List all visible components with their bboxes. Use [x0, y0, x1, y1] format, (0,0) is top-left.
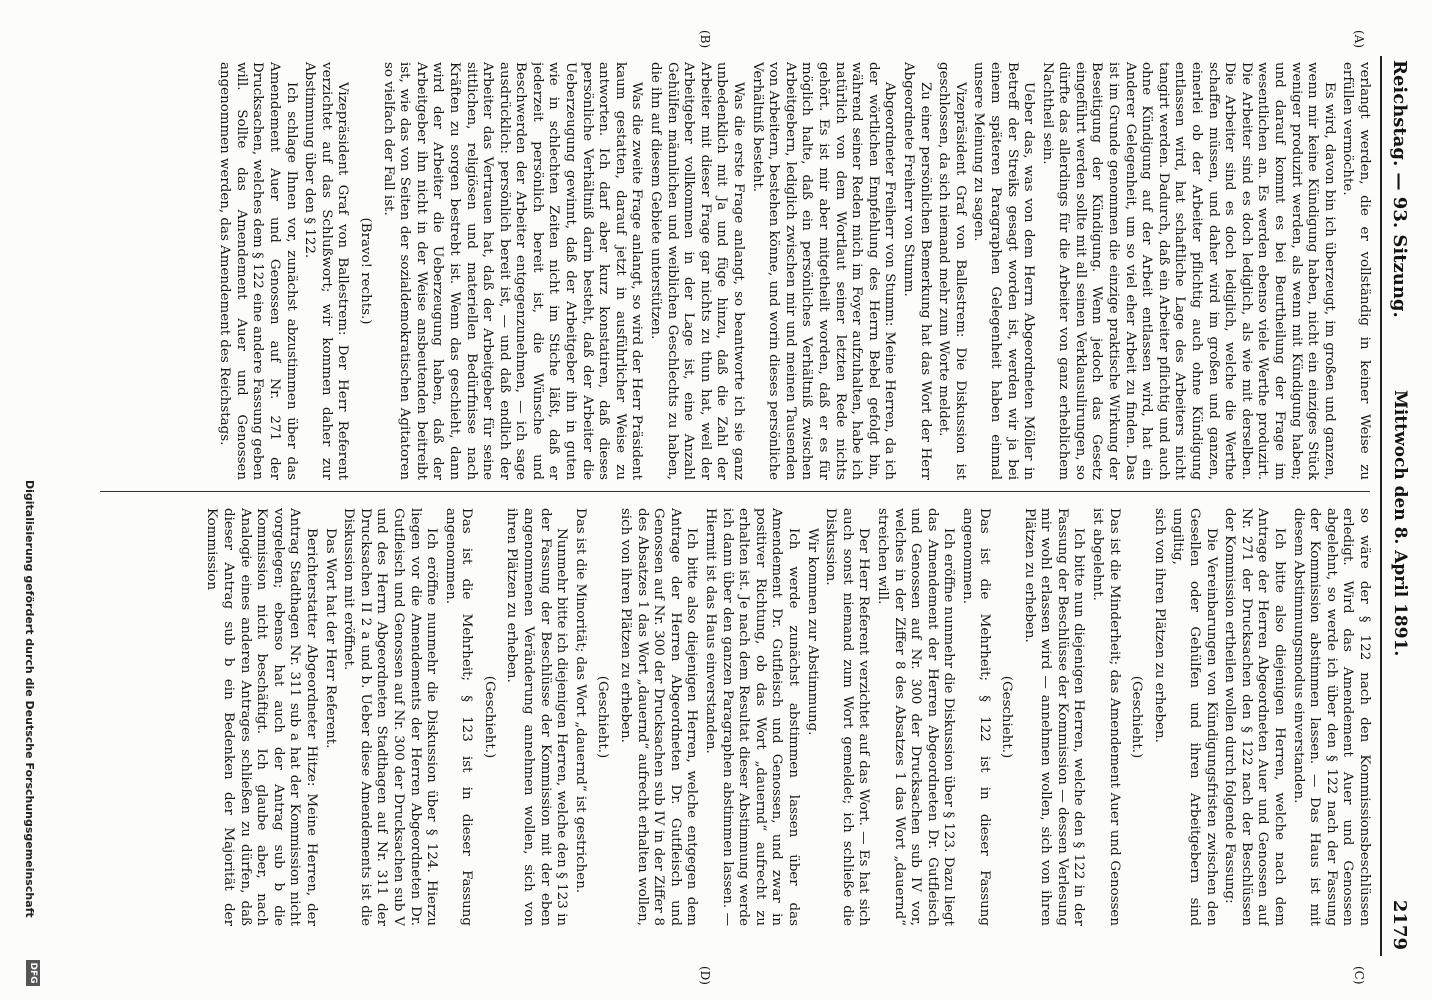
paragraph: Ich bitte also diejenigen Herren, welche entgegen dem Antrage der Herren Abgeordneten Dr. Gutfleisch und Genossen auf Nr. 300 der Drucksachen sub IV in der Ziffer 8 des Absatzes 1 das Wort „dauernd“ aufrecht erhalten wollen, sich von ihren Plätzen zu erheben.	[618, 508, 700, 926]
paragraph: (Bravo! rechts.)	[357, 217, 373, 325]
page-number: 2179	[1389, 899, 1410, 950]
paragraph: Vizepräsident Graf von Ballestrem: Die Diskussion ist geschlossen, da sich niemand mehr zum Worte meldet.	[936, 62, 968, 480]
column-separator	[100, 491, 1370, 492]
paragraph: Ich eröffne nunmehr die Diskussion über § 124. Hierzu liegen vor die Amendements der Herren Abgeordneten Dr. Gutfleisch und Genossen auf Nr. 300 der Drucksachen sub V und des Herrn Abgeordneten Stadthagen auf Nr. 311 der Drucksachen II 2 a und b. Ueber diese Amendements ist die Diskussion mit eröffnet.	[341, 508, 440, 926]
paragraph: Ich bitte also diejenigen Herren, welche nach dem Antrage der Herren Abgeordneten Auer und Genossen auf Nr. 271 der Drucksachen den § 122 nach der Beschlüssen der Kommission ertheilen wollen durch folgende Fassung:	[1222, 508, 1288, 926]
margin-mark-c: (C)	[1352, 966, 1366, 985]
paragraph: Die Vereinbarungen von Kündigungsfristen zwischen den Gesellen oder Gehülfen und ihren Arbeitgebern sind ungiltig,	[1170, 508, 1219, 926]
paragraph: Es wird, davon bin ich überzeugt, im großen und ganzen, wenn mir keine Kündigung haben, nicht ein einziges Stück weniger produzirt werden, als wenn mit Kündigung haben; und darauf kommt es bei Beurtheilung der Frage im wesentlichen an. Es werden ebenso viele Werthe produzirt. Die Arbeiter sind es doch lediglich, als wie mit derselben. Die Arbeiter sind es doch lediglich, welche die Werthe schaffen müssen, und daher wird im großen und ganzen, einerlei ob der Arbeiter pflichtig auch ohne Kündigung entlassen wird, hat schaftliche Lage des Arbeiters nicht tangirt werden. Dadurch, daß ein Arbeiter pflichtig und auch ohne Kündigung auf der Arbeit entlassen wird, hat ein Anderer Gelegenheit, um so viel eher Arbeit zu finden. Das ist im Grunde genommen die einzige praktische Wirkung der Beseitigung der Kündigung. Wenn jedoch das Gesetz eingeführt werden sollte mit all seinen Verklausulirungen, so dürfte das allerdings für die Arbeiter von ganz erheblichem Nachtheil sein.	[1039, 62, 1337, 480]
header-left: Reichstag. — 93. Sitzung.	[1389, 60, 1410, 318]
paragraph: Zu einer persönlichen Bemerkung hat das Wort der Herr Abgeordnete Freiherr von Stumm.	[900, 62, 933, 480]
paragraph: (Geschieht.)	[999, 675, 1015, 759]
paragraph: so wäre der § 122 nach den Kommissionsbeschlüssen erledigt. Wird das Amendement Auer und Genossen abgelehnt, so werde ich über den § 122 nach der Fassung der Kommission abstimmen lassen. — Das Haus ist mit diesem Abstimmungsmodus einverstanden.	[1290, 508, 1372, 926]
paragraph: Ich eröffne nunmehr die Diskussion über § 123. Dazu liegt das Amendement der Herren Abgeordneten Dr. Gutfleisch und Genossen auf Nr. 300 der Drucksachen sub IV vor, welches in der Ziffer 8 des Absatzes 1 das Wort „dauernd“ streichen will.	[874, 508, 957, 926]
paragraph: sich von ihren Plätzen zu erheben.	[1151, 508, 1167, 743]
header-rule	[1380, 56, 1382, 956]
margin-mark-b: (B)	[698, 30, 712, 49]
paragraph: Berichterstatter Abgeordneter Hitze: Meine Herren, der Antrag Stadthagen Nr. 311 sub a hat der Kommission nicht vorgelegen; ebenso hat auch der Antrag sub b die Kommission nicht beschäftigt. Ich glaube aber, nach Analogie eines anderen Antrages schließen zu dürfen, daß dieser Antrag sub b ein Bedenken der Majorität der Kommission	[204, 508, 319, 926]
paragraph: Was die erste Frage anlangt, so beantworte ich sie ganz unbedenklich mit Ja und füge hinzu, daß die Zahl der Arbeiter mit dieser Frage gar nichts zu thun hat, weil der Arbeitgeber vollkommen in der Lage ist, eine Anzahl Gehülfen männlichen und weiblichen Geschlechts zu haben, die ihn auf diesem Gebiete unterstützen.	[648, 62, 747, 480]
page-header	[1384, 60, 1410, 950]
paragraph: (Geschieht.)	[481, 675, 497, 759]
paragraph: Ich schlage Ihnen vor, zunächst abzustimmen über das Amendement Auer und Genossen auf Nr. 271 der Drucksachen, welches dem § 122 eine andere Fassung geben will. Sollte das Amendement Auer und Genossen angenommen werden, das Amendement des Reichstags.	[217, 62, 299, 480]
paragraph: Nunmehr bitte ich diejenigen Herren, welche den § 123 in der Fassung der Beschlüsse der Kommission mit der eben angenommenen Veränderung annehmen wollen, sich von ihren Plätzen zu erheben.	[504, 508, 570, 926]
paragraph: Der Herr Referent verzichtet auf das Wort. — Es hat sich auch sonst niemand zum Wort gemeldet; ich schließe die Diskussion.	[823, 508, 872, 926]
paragraph: Ich bitte nun diejenigen Herren, welche den § 122 in der Fassung der Beschlüsse der Kommission — dessen Verlesung mir wohl erlassen wird — annehmen wollen, sich von ihren Plätzen zu erheben.	[1021, 508, 1087, 926]
dfg-logo: DFG	[26, 960, 40, 986]
paragraph: Das ist die Mehrheit; § 122 ist in dieser Fassung angenommen.	[959, 508, 992, 926]
paragraph: verlangt werden, die er vollständig in keiner Weise zu erfüllen vermöchte.	[1340, 62, 1372, 480]
digitization-note: Digitalisierung gefördert durch die Deutsche Forschungsgemeinschaft	[23, 480, 36, 918]
paragraph: Das ist die Minderheit; das Amendement Auer und Genossen ist abgelehnt.	[1090, 508, 1122, 926]
paragraph: (Geschieht.)	[1129, 675, 1145, 759]
paragraph: (Geschieht.)	[595, 675, 611, 759]
margin-mark-d: (D)	[698, 966, 712, 985]
paragraph: Das ist die Minorität; das Wort „dauernd“ ist gestrichen.	[572, 508, 588, 894]
header-center: Mittwoch den 8. April 1891.	[1390, 390, 1410, 657]
text-column-right	[72, 508, 1372, 926]
paragraph: Ueber das, was von dem Herrn Abgeordneten Möller in Betreff der Streiks gesagt worden ist, werden wir ja bei einem späteren Paragraphen Gelegenheit haben einmal unsere Meinung zu sagen.	[971, 62, 1037, 480]
paragraph: Ich werde zunächst abstimmen lassen über das Amendement Dr. Gutfleisch und Genossen, und zwar in positiver Richtung, ob das Wort „dauernd“ aufrecht zu erhalten ist. Je nach dem Resultat dieser Abstimmung werde ich dann über den ganzen Paragraphen abstimmen lassen. — Hiermit ist das Haus einverstanden.	[703, 508, 801, 926]
paragraph: Wir kommen zur Abstimmung.	[804, 528, 820, 736]
paragraph: Abgeordneter Freiherr von Stumm: Meine Herren, da ich der wörtlichen Empfehlung des Herrn Bebel gefolgt bin, während seiner Reden mich im Foyer aufzuhalten, habe ich natürlich von dem Wortlaut seiner letzten Rede nichts gehört. Es ist mir aber mitgetheilt worden, daß er es für möglich halte, daß ein persönliches Verhältniß zwischen Arbeitgebern, lediglich zwischen mir und meinen Tausenden von Arbeitern, bestehen könne, und worin dieses persönliche Verhältniß besteht.	[749, 62, 898, 480]
paragraph: Was die zweite Frage anlangt, so wird der Herr Präsident kaum gestatten, darauf jetzt in ausführlicher Weise zu antworten. Ich darf aber kurz konstatiren, daß dieses persönliche Verhältniß darin besteht, daß der Arbeiter die Ueberzeugung gewinnt, daß der Arbeitgeber ihn in guten wie in schlechten Zeiten nicht im Stiche läßt, daß er jederzeit persönlich bereit ist, die Wünsche und Beschwerden der Arbeiter entgegenzunehmen, — ich sage ausdrücklich: persönlich bereit ist, — und daß endlich der Arbeiter das Vertrauen hat, daß der Arbeitgeber für seine sittlichen, religiösen und materiellen Bedürfnisse nach Kräften zu sorgen bestrebt ist. Wenn das geschieht, dann wird der Arbeiter die Ueberzeugung haben, daß der Arbeitgeber ihn nicht in der Weise ansbeutenden beitreibt ist, wie das von Seiten der sozialdemokratischen Agitatoren so vielfach der Fall ist.	[380, 62, 645, 480]
text-column-left	[72, 62, 1372, 480]
paragraph: Vizepräsident Graf von Ballestrem: Der Herr Referent verzichtet auf das Schlußwort; wir kommen daher zur Abstimmung über den § 122.	[302, 62, 351, 480]
paragraph: Das Wort hat der Herr Referent.	[322, 528, 338, 749]
paragraph: Das ist die Mehrheit; § 123 ist in dieser Fassung angenommen.	[442, 508, 475, 926]
margin-mark-a: (A)	[1352, 30, 1366, 49]
